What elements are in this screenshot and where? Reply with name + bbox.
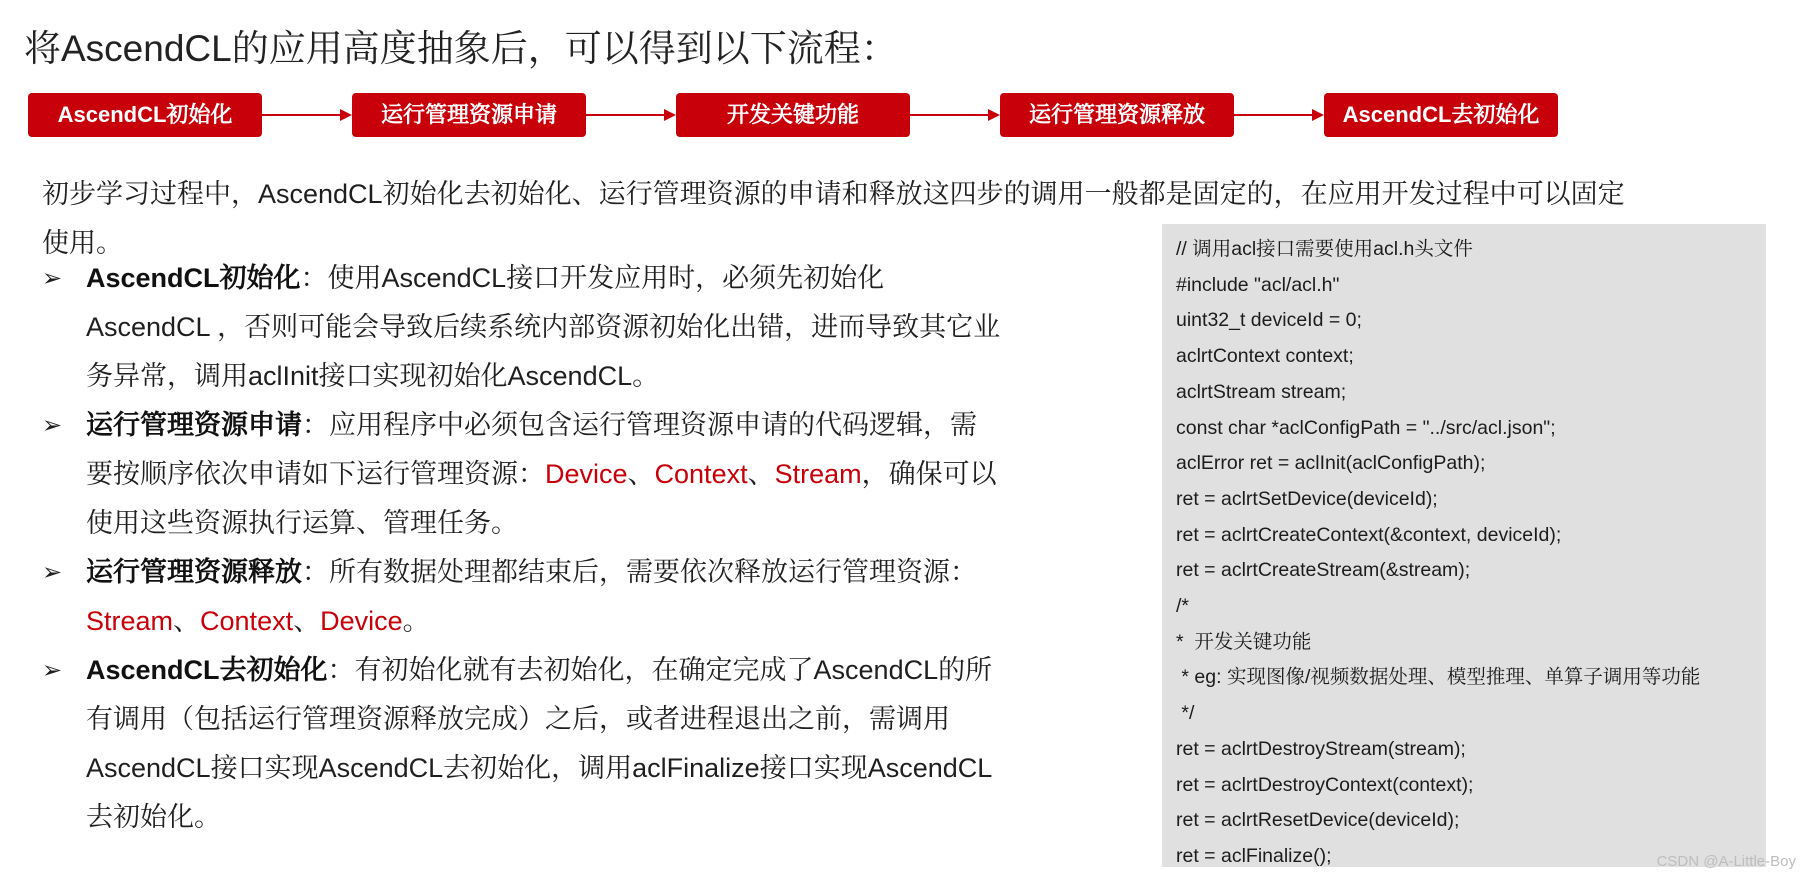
code-line: // 调用acl接口需要使用acl.h头文件 bbox=[1176, 238, 1473, 260]
flow-step-init: AscendCL初始化 bbox=[28, 93, 262, 137]
bullet-tail: 。 bbox=[402, 606, 430, 636]
arrow-icon bbox=[1234, 105, 1324, 125]
code-line: aclrtStream stream; bbox=[1176, 380, 1347, 403]
bullet-heading: 运行管理资源申请 bbox=[86, 410, 302, 440]
code-line: */ bbox=[1176, 702, 1195, 725]
code-line: const char *aclConfigPath = "../src/acl.json"; bbox=[1176, 416, 1556, 439]
resource-context: Context bbox=[654, 459, 748, 489]
separator: 、 bbox=[293, 606, 321, 636]
code-line: aclError ret = aclInit(aclConfigPath); bbox=[1176, 452, 1486, 475]
page-title: 将AscendCL的应用高度抽象后，可以得到以下流程： bbox=[24, 28, 898, 69]
code-line: ret = aclFinalize(); bbox=[1176, 844, 1332, 867]
arrow-icon bbox=[262, 105, 352, 125]
bullet-deinit bbox=[42, 646, 1002, 842]
code-line: #include "acl/acl.h" bbox=[1176, 273, 1340, 296]
separator: 、 bbox=[747, 459, 775, 489]
code-line: ret = aclrtDestroyStream(stream); bbox=[1176, 737, 1466, 760]
flow-step-deinit: AscendCL去初始化 bbox=[1324, 93, 1558, 137]
resource-device: Device bbox=[545, 459, 628, 489]
resource-stream: Stream bbox=[774, 459, 862, 489]
bullet-heading: AscendCL初始化 bbox=[86, 263, 301, 293]
code-line: * eg: 实现图像/视频数据处理、模型推理、单算子调用等功能 bbox=[1176, 666, 1701, 689]
bullet-heading: 运行管理资源释放 bbox=[86, 557, 302, 587]
bullet-init bbox=[42, 254, 1002, 401]
resource-device: Device bbox=[320, 606, 403, 636]
bullet-text: ：应用程序中必须包含运行管理资源申请的代码逻辑，需要按顺序依次申请如下运行管理资源： bbox=[86, 410, 977, 489]
intro-paragraph: 初步学习过程中，AscendCL初始化去初始化、运行管理资源的申请和释放这四步的调用一般都是固定的，在应用开发过程中可以固定使用。 bbox=[42, 179, 1625, 258]
arrow-icon bbox=[586, 105, 676, 125]
bullet-text: ：有初始化就有去初始化，在确定完成了AscendCL的所有调用（包括运行管理资源释放完成）之后，或者进程退出之前，需调用AscendCL接口实现AscendCL去初始化，调用aclFinalize接口实现AscendCL去初始化。 bbox=[86, 655, 993, 832]
flow-step-develop: 开发关键功能 bbox=[676, 93, 910, 137]
code-line: ret = aclrtDestroyContext(context); bbox=[1176, 773, 1474, 796]
bullet-resource-apply bbox=[42, 401, 1002, 548]
code-line: uint32_t deviceId = 0; bbox=[1176, 309, 1362, 332]
resource-stream: Stream bbox=[86, 606, 174, 636]
code-block bbox=[1162, 224, 1766, 867]
code-line: ret = aclrtCreateStream(&stream); bbox=[1176, 559, 1471, 582]
code-line: aclrtContext context; bbox=[1176, 345, 1354, 368]
arrow-bullet-icon: ➢ bbox=[42, 559, 63, 586]
code-line: * 开发关键功能 bbox=[1176, 630, 1312, 653]
bullet-list bbox=[42, 254, 1002, 842]
resource-context: Context bbox=[200, 606, 294, 636]
arrow-bullet-icon: ➢ bbox=[42, 412, 63, 439]
code-line: ret = aclrtResetDevice(deviceId); bbox=[1176, 809, 1460, 832]
bullet-resource-release bbox=[42, 548, 1002, 646]
separator: 、 bbox=[173, 606, 201, 636]
arrow-bullet-icon: ➢ bbox=[42, 265, 63, 292]
bullet-heading: AscendCL去初始化 bbox=[86, 655, 328, 685]
bullet-text: ：使用AscendCL接口开发应用时，必须先初始化AscendCL ，否则可能会导致后续系统内部资源初始化出错，进而导致其它业务异常，调用aclInit接口实现初始化AscendCL。 bbox=[86, 263, 1001, 391]
arrow-icon bbox=[910, 105, 1000, 125]
bullet-text: ：所有数据处理都结束后，需要依次释放运行管理资源： bbox=[302, 557, 977, 587]
arrow-bullet-icon: ➢ bbox=[42, 657, 63, 684]
separator: 、 bbox=[627, 459, 655, 489]
process-flow bbox=[28, 93, 1568, 137]
bullet-tail: ，确保可以使用这些资源执行运算、管理任务。 bbox=[86, 459, 997, 538]
code-line: /* bbox=[1176, 595, 1190, 618]
watermark: CSDN @A-Little-Boy bbox=[1656, 853, 1796, 870]
code-line: ret = aclrtSetDevice(deviceId); bbox=[1176, 487, 1438, 510]
flow-step-resource-apply: 运行管理资源申请 bbox=[352, 93, 586, 137]
flow-step-resource-release: 运行管理资源释放 bbox=[1000, 93, 1234, 137]
code-line: ret = aclrtCreateContext(&context, deviceId); bbox=[1176, 523, 1562, 546]
